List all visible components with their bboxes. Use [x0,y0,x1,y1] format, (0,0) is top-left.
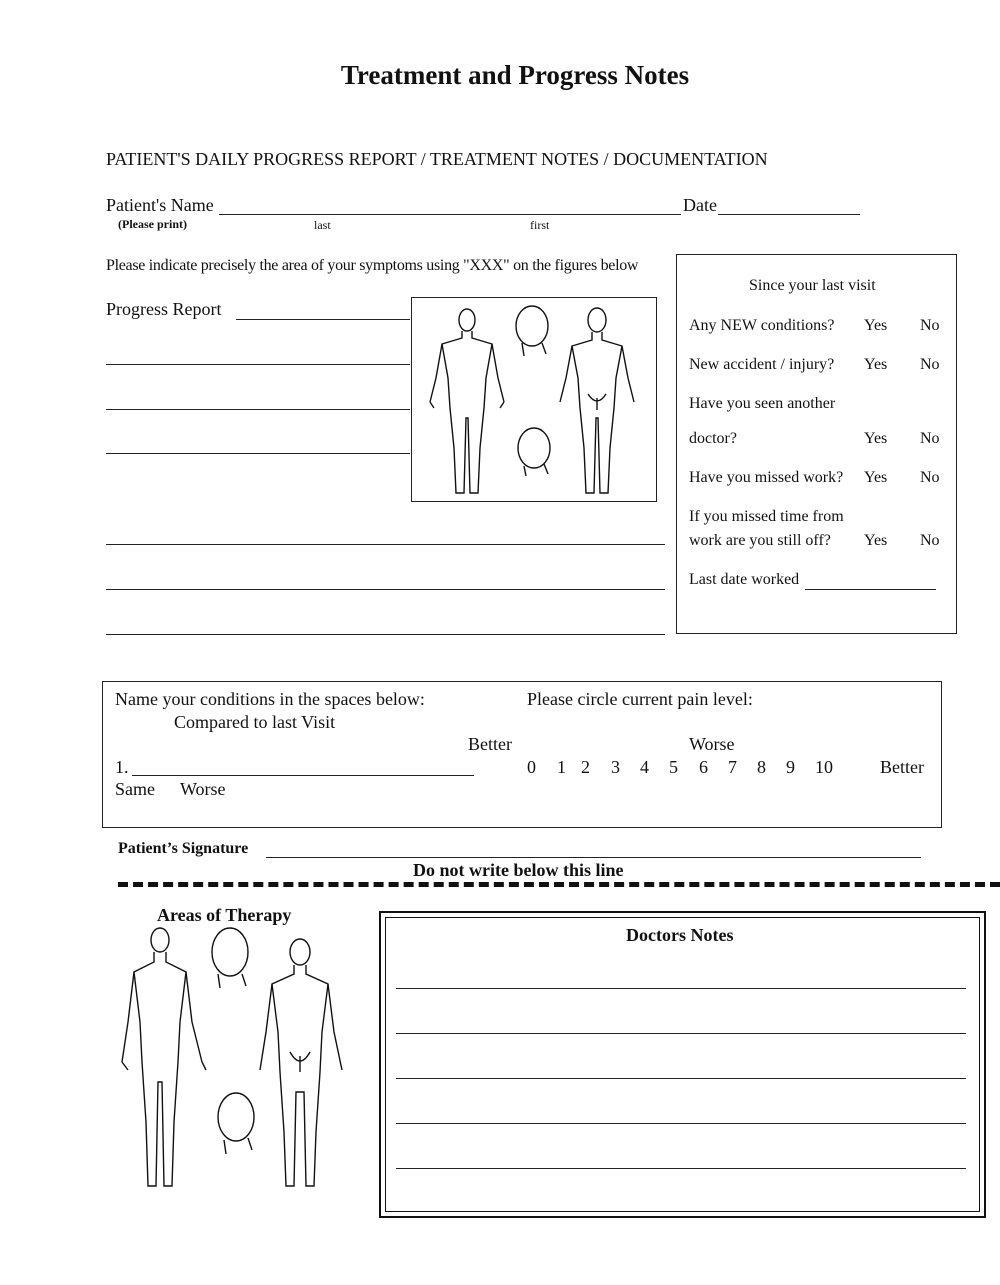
pain-scale-10[interactable]: 10 [815,757,833,777]
date-field[interactable] [718,214,860,215]
q-missed-work-no[interactable]: No [920,469,940,486]
doctor-note-line-3[interactable] [396,1078,966,1079]
progress-report-label: Progress Report [106,299,222,319]
since-last-visit-panel [676,254,957,634]
first-name-hint: first [530,218,550,232]
conditions-panel [102,681,942,828]
condition-1-field[interactable] [132,775,474,776]
doctor-note-line-2[interactable] [396,1033,966,1034]
q-seen-doctor-line1: Have you seen another [689,395,836,412]
pain-scale-9[interactable]: 9 [786,757,795,777]
progress-line-1[interactable] [236,319,410,320]
worse-label: Worse [689,734,735,754]
doctor-note-line-1[interactable] [396,988,966,989]
body-diagram-icon [412,298,655,500]
q-new-accident-no[interactable]: No [920,356,940,373]
signature-label: Patient’s Signature [118,840,249,857]
date-label: Date [683,195,717,215]
same-label[interactable]: Same [115,779,155,799]
pain-scale-7[interactable]: 7 [728,757,737,777]
conditions-label: Name your conditions in the spaces below: [115,689,425,709]
compared-label: Compared to last Visit [174,712,336,732]
q-still-off-line1: If you missed time from [689,508,844,525]
pain-scale-1[interactable]: 1 [557,757,566,777]
symptom-instructions: Please indicate precisely the area of your symptoms using "XXX" on the figures below [106,257,639,274]
q-new-conditions: Any NEW conditions? [689,317,835,334]
q-missed-work: Have you missed work? [689,469,844,486]
worse-bottom-label[interactable]: Worse [180,779,226,799]
q-still-off-yes[interactable]: Yes [864,532,888,549]
therapy-body-figures[interactable] [120,922,370,1192]
please-print-note: (Please print) [118,217,187,231]
progress-line-6[interactable] [106,589,665,590]
q-seen-doctor-line2: doctor? [689,430,737,447]
cut-line-divider [118,882,1000,887]
doctor-note-line-5[interactable] [396,1168,966,1169]
pain-scale-6[interactable]: 6 [699,757,708,777]
doctors-notes-heading: Doctors Notes [626,925,734,945]
progress-line-5[interactable] [106,544,665,545]
q-new-accident-yes[interactable]: Yes [864,356,888,373]
last-date-worked-field[interactable] [805,589,936,590]
patient-name-label: Patient's Name [106,195,214,215]
q-seen-doctor-yes[interactable]: Yes [864,430,888,447]
pain-scale-4[interactable]: 4 [640,757,649,777]
last-date-worked-label: Last date worked [689,571,800,588]
since-last-visit-heading: Since your last visit [749,277,876,294]
q-seen-doctor-no[interactable]: No [920,430,940,447]
patient-name-field[interactable] [219,214,681,215]
do-not-write-label: Do not write below this line [413,860,624,880]
pain-level-label: Please circle current pain level: [527,689,753,709]
progress-line-3[interactable] [106,409,410,410]
pain-scale-3[interactable]: 3 [611,757,620,777]
q-new-conditions-yes[interactable]: Yes [864,317,888,334]
q-still-off-no[interactable]: No [920,532,940,549]
areas-of-therapy-label: Areas of Therapy [157,905,292,925]
pain-scale-5[interactable]: 5 [669,757,678,777]
q-new-conditions-no[interactable]: No [920,317,940,334]
better-left-label: Better [468,734,512,754]
therapy-body-diagram-icon [120,922,370,1192]
better-right-label: Better [880,757,924,777]
progress-line-7[interactable] [106,634,665,635]
symptom-body-figures[interactable] [411,297,657,502]
q-missed-work-yes[interactable]: Yes [864,469,888,486]
q-new-accident: New accident / injury? [689,356,835,373]
q-still-off-line2: work are you still off? [689,532,831,549]
progress-line-4[interactable] [106,453,410,454]
pain-scale-2[interactable]: 2 [581,757,590,777]
last-name-hint: last [314,218,331,232]
signature-field[interactable] [266,857,921,858]
progress-line-2[interactable] [106,364,410,365]
page-subtitle: PATIENT'S DAILY PROGRESS REPORT / TREATMENT NOTES / DOCUMENTATION [106,149,768,169]
pain-scale-8[interactable]: 8 [757,757,766,777]
doctor-note-line-4[interactable] [396,1123,966,1124]
condition-item-number: 1. [115,757,129,777]
page-title: Treatment and Progress Notes [340,60,690,90]
doctors-notes-panel [379,911,986,1218]
pain-scale-0[interactable]: 0 [527,757,536,777]
